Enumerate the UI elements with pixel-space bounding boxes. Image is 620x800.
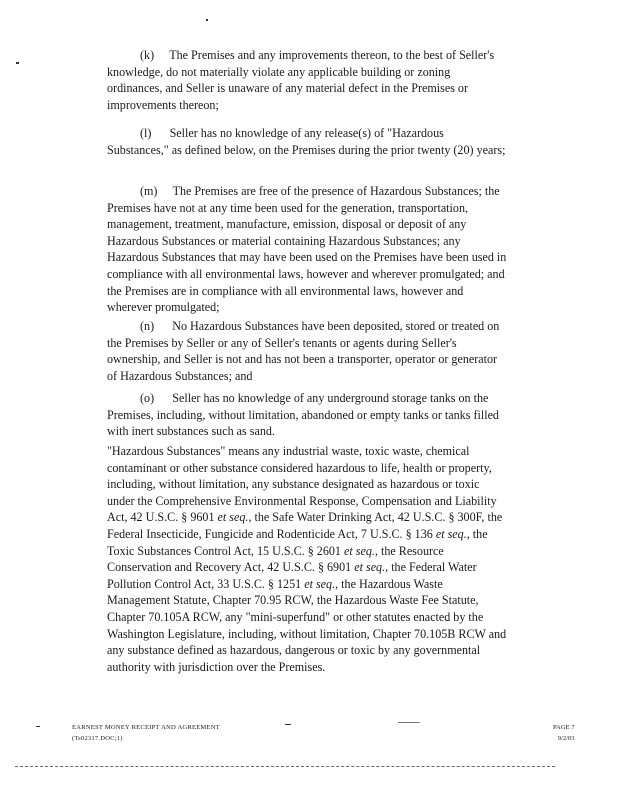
scan-speck bbox=[206, 19, 208, 21]
clause-text: Seller has no knowledge of any underground storage tanks on the Premises, including, without limitation, abandoned or empty tanks or tanks filled with inert substances such as sand. bbox=[107, 391, 499, 439]
scan-edge-line bbox=[15, 766, 555, 767]
footer-right bbox=[553, 722, 575, 744]
scan-speck bbox=[285, 724, 291, 725]
footer-title: EARNEST MONEY RECEIPT AND AGREEMENT bbox=[72, 724, 220, 731]
clause-o bbox=[107, 390, 507, 440]
clause-text: The Premises are free of the presence of Hazardous Substances; the Premises have not at any time been used for the generation, transportation, management, treatment, manufacture, emission, disposal or deposit of any Hazardous Substances or material containing Hazardous Substances; any Hazardous Substances that may have been used on the Premises have been used in compliance with all environmental laws, however and wherever promulgated; and the Premises are in compliance with all environmental laws, however and wherever promulgated; bbox=[107, 184, 507, 315]
scan-speck bbox=[398, 722, 420, 723]
clause-m bbox=[107, 183, 507, 316]
clause-n bbox=[107, 318, 507, 384]
footer-left bbox=[72, 722, 220, 744]
scan-speck bbox=[16, 62, 19, 64]
clause-marker: (n) bbox=[140, 319, 155, 333]
footer-page: PAGE 7 bbox=[553, 724, 575, 731]
clause-marker: (l) bbox=[140, 126, 152, 140]
clause-text: Seller has no knowledge of any release(s) of "Hazardous Substances," as defined below, on the Premises during the prior twenty (20) years; bbox=[107, 126, 506, 157]
clause-text: No Hazardous Substances have been deposited, stored or treated on the Premises by Seller or any of Seller's tenants or agents during Seller's ownership, and Seller is not and has not been a transporter, operator or generator of Hazardous Substances; and bbox=[107, 319, 500, 383]
clause-marker: (m) bbox=[140, 184, 158, 198]
clause-k bbox=[107, 47, 507, 113]
hazardous-substances-definition: "Hazardous Substances" means any industrial waste, toxic waste, chemical contaminant or other substance considered hazardous to life, health or property, including, without limitation, any substance designated as hazardous or toxic under the Comprehensive Environmental Response, Compensation and Liability Act, 42 U.S.C. § 9601 et seq., the Safe Water Drinking Act, 42 U.S.C. § 300F, the Federal Insecticide, Fungicide and Rodenticide Act, 7 U.S.C. § 136 et seq., the Toxic Substances Control Act, 15 U.S.C. § 2601 et seq., the Resource Conservation and Recovery Act, 42 U.S.C. § 6901 et seq., the Federal Water Pollution Control Act, 33 U.S.C. § 1251 et seq., the Hazardous Waste Management Statute, Chapter 70.95 RCW, the Hazardous Waste Fee Statute, Chapter 70.105A RCW, any "mini-superfund" or other statutes enacted by the Washington Legislature, including, without limitation, Chapter 70.105B RCW and any substance defined as hazardous, dangerous or toxic by any governmental authority with jurisdiction over the Premises. bbox=[107, 444, 507, 674]
footer-date: 9/2/03 bbox=[557, 735, 575, 742]
clause-marker: (o) bbox=[140, 391, 155, 405]
clause-text: The Premises and any improvements thereon, to the best of Seller's knowledge, do not materially violate any applicable building or zoning ordinances, and Seller is unaware of any material defect in the Premises or improvements thereon; bbox=[107, 48, 495, 112]
clause-l bbox=[107, 125, 507, 158]
scan-speck bbox=[36, 726, 40, 727]
footer-ref: (Ts02317.DOC;1) bbox=[72, 735, 123, 742]
clause-marker: (k) bbox=[140, 48, 155, 62]
